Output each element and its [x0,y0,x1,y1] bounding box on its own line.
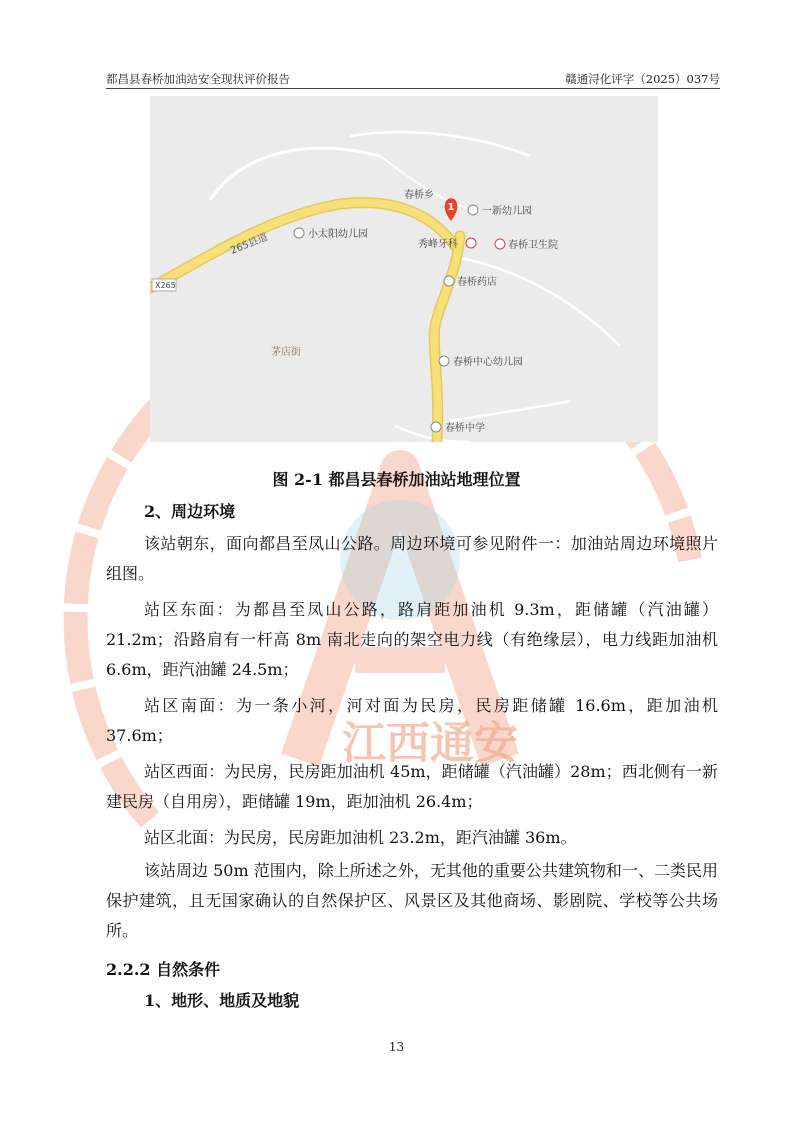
road-north-south-fill [434,236,460,442]
poi-xiaotaiyang-kindergarten: 小太阳幼儿园 [308,229,368,240]
poi-chunqiao-xiang: 春桥乡 [404,190,434,201]
poi-chunqiao-clinic: 春桥卫生院 [508,240,558,251]
watermark-text: 江西通安 [342,718,518,769]
minor-road [450,401,570,421]
paragraph-east: 站区东面：为都昌至凤山公路，路肩距加油机 9.3m，距储罐（汽油罐）21.2m；沿路肩有一杆高 8m 南北走向的架空电力线（有绝缘层），电力线距加油机 6.6m，距汽油罐 24.5m； [106,600,718,679]
hospital-icon [495,239,505,249]
minor-road [210,148,380,200]
station-marker [445,198,458,221]
header-title: 都昌县春桥加油站安全现状评价报告 [106,72,290,86]
poi-maodian-street: 茅店街 [271,347,301,358]
section-heading-surroundings: 2、周边环境 [144,502,236,521]
road-265-label: 265县道 [229,231,270,257]
pharmacy-icon [444,276,454,286]
paragraph-orientation: 该站朝东，面向都昌至凤山公路。周边环境可参见附件一：加油站周边环境照片组图。 [106,534,718,583]
school-icon [439,356,449,366]
location-map [150,96,658,442]
x265-label: X265 [155,281,176,290]
minor-road [450,256,620,346]
marker-number: 1 [447,202,455,213]
poi-yixin-kindergarten: 一新幼儿园 [482,206,532,217]
section-heading-terrain: 1、地形、地质及地貌 [144,991,300,1010]
figure-caption: 图 2-1 都昌县春桥加油站地理位置 [272,470,521,489]
school-icon [468,205,478,215]
header-divider [106,88,720,89]
paragraph-west: 站区西面：为民房，民房距加油机 45m，距储罐（汽油罐）28m；西北侧有一新建民房（自用房），距储罐 19m，距加油机 26.4m； [106,762,718,811]
poi-chunqiao-pharmacy: 春桥药店 [457,277,497,288]
poi-chunqiao-middle-school: 春桥中学 [445,423,485,434]
header-doc-number: 赣通浔化评字（2025）037号 [565,72,720,86]
school-icon [294,228,304,238]
paragraph-north: 站区北面：为民房，民房距加油机 23.2m，距汽油罐 36m。 [144,828,577,847]
paragraph-summary: 该站周边 50m 范围内，除上所述之外，无其他的重要公共建筑物和一、二类民用保护建筑，且无国家确认的自然保护区、风景区及其他商场、影剧院、学校等公共场所。 [106,861,718,940]
paragraph-south: 站区南面：为一条小河，河对面为民房，民房距储罐 16.6m，距加油机 37.6m； [106,696,718,745]
minor-road [350,132,530,156]
subsection-heading-natural-conditions: 2.2.2 自然条件 [106,960,221,979]
hospital-icon [466,238,476,248]
page-number: 13 [388,1040,405,1054]
poi-xiufeng-dental: 秀峰牙科 [418,239,458,250]
school-icon [431,422,441,432]
poi-chunqiao-central-kindergarten: 春桥中心幼儿园 [453,357,523,368]
